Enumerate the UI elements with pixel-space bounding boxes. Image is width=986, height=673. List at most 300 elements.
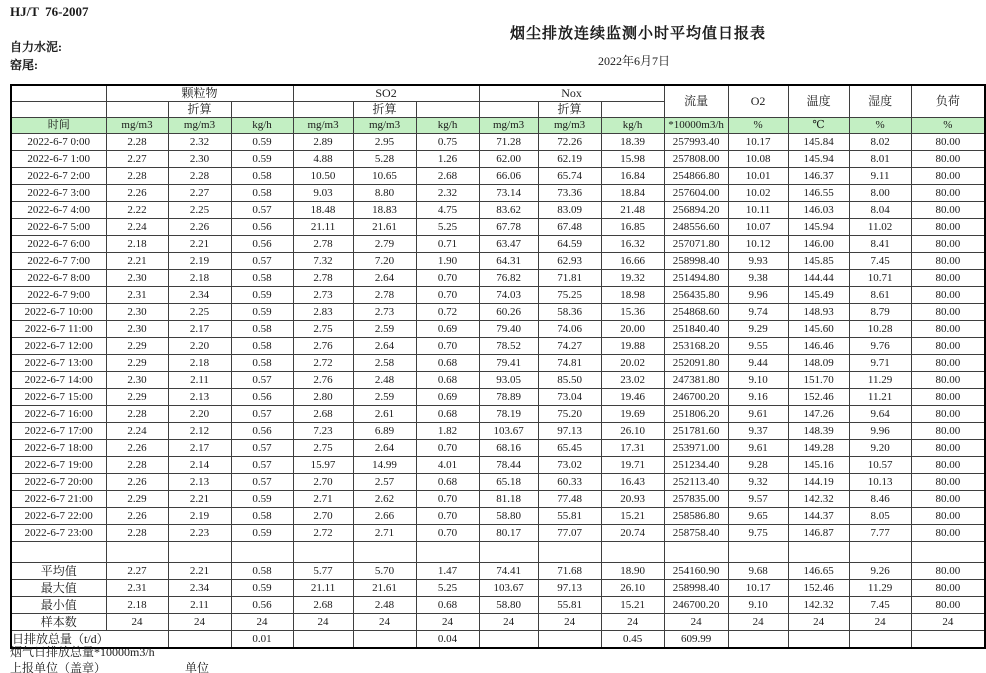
value-cell: 257993.40 bbox=[664, 134, 728, 151]
value-cell: 24 bbox=[788, 614, 849, 631]
value-cell: 75.20 bbox=[538, 406, 601, 423]
value-cell: 0.57 bbox=[231, 474, 293, 491]
value-cell: 9.10 bbox=[728, 372, 788, 389]
value-cell: 10.71 bbox=[849, 270, 911, 287]
value-cell: 9.96 bbox=[849, 423, 911, 440]
value-cell: 2.20 bbox=[168, 338, 231, 355]
value-cell: 80.00 bbox=[911, 372, 985, 389]
value-cell: 60.33 bbox=[538, 474, 601, 491]
value-cell: 19.71 bbox=[601, 457, 664, 474]
value-cell: 2.72 bbox=[293, 355, 353, 372]
value-cell: 2.80 bbox=[293, 389, 353, 406]
value-cell: 251806.20 bbox=[664, 406, 728, 423]
value-cell: 10.13 bbox=[849, 474, 911, 491]
value-cell: 8.80 bbox=[353, 185, 416, 202]
empty-cell bbox=[601, 542, 664, 563]
value-cell: 2.12 bbox=[168, 423, 231, 440]
value-cell: 78.89 bbox=[479, 389, 538, 406]
value-cell bbox=[479, 631, 538, 649]
value-cell: 146.37 bbox=[788, 168, 849, 185]
table-row bbox=[11, 304, 985, 321]
value-cell: 2.34 bbox=[168, 580, 231, 597]
value-cell: 2.78 bbox=[353, 287, 416, 304]
value-cell: 148.39 bbox=[788, 423, 849, 440]
value-cell: 71.68 bbox=[538, 563, 601, 580]
time-cell: 2022-6-7 15:00 bbox=[11, 389, 106, 406]
value-cell: 0.58 bbox=[231, 321, 293, 338]
value-cell: 64.31 bbox=[479, 253, 538, 270]
value-cell: 0.58 bbox=[231, 563, 293, 580]
table-row bbox=[11, 338, 985, 355]
summary-row bbox=[11, 580, 985, 597]
value-cell: 80.00 bbox=[911, 202, 985, 219]
value-cell: 1.90 bbox=[416, 253, 479, 270]
value-cell: 16.66 bbox=[601, 253, 664, 270]
value-cell: 16.32 bbox=[601, 236, 664, 253]
value-cell: 0.58 bbox=[231, 270, 293, 287]
value-cell: 15.97 bbox=[293, 457, 353, 474]
value-cell: 74.81 bbox=[538, 355, 601, 372]
value-cell: 24 bbox=[106, 614, 168, 631]
page-title: 烟尘排放连续监测小时平均值日报表 bbox=[509, 26, 766, 42]
value-cell: 247381.80 bbox=[664, 372, 728, 389]
location-label: 窑尾: bbox=[10, 58, 38, 72]
value-cell: 257808.00 bbox=[664, 151, 728, 168]
value-cell: 2.30 bbox=[106, 270, 168, 287]
value-cell: 76.82 bbox=[479, 270, 538, 287]
value-cell: 5.77 bbox=[293, 563, 353, 580]
empty-cell bbox=[293, 542, 353, 563]
value-cell: 2.21 bbox=[106, 253, 168, 270]
value-cell: 19.46 bbox=[601, 389, 664, 406]
value-cell: 75.25 bbox=[538, 287, 601, 304]
value-cell: 2.57 bbox=[353, 474, 416, 491]
value-cell: 80.00 bbox=[911, 134, 985, 151]
value-cell: 2.27 bbox=[168, 185, 231, 202]
table-row bbox=[11, 253, 985, 270]
value-cell: 7.23 bbox=[293, 423, 353, 440]
value-cell: 24 bbox=[416, 614, 479, 631]
company-label: 自力水泥: bbox=[10, 40, 62, 54]
value-cell: 62.19 bbox=[538, 151, 601, 168]
value-cell: 152.46 bbox=[788, 580, 849, 597]
value-cell: 8.02 bbox=[849, 134, 911, 151]
summary-label: 最大值 bbox=[11, 580, 106, 597]
time-cell: 2022-6-7 6:00 bbox=[11, 236, 106, 253]
value-cell: 80.00 bbox=[911, 563, 985, 580]
value-cell: 0.59 bbox=[231, 151, 293, 168]
value-cell: 80.00 bbox=[911, 389, 985, 406]
value-cell: 62.00 bbox=[479, 151, 538, 168]
value-cell: 0.69 bbox=[416, 321, 479, 338]
empty-cell bbox=[849, 542, 911, 563]
value-cell: 7.32 bbox=[293, 253, 353, 270]
table-row bbox=[11, 168, 985, 185]
standard-code: HJ/T 76-2007 bbox=[10, 4, 89, 19]
value-cell: 103.67 bbox=[479, 423, 538, 440]
value-cell: 8.61 bbox=[849, 287, 911, 304]
time-cell: 2022-6-7 16:00 bbox=[11, 406, 106, 423]
value-cell: 2.13 bbox=[168, 389, 231, 406]
value-cell: 9.74 bbox=[728, 304, 788, 321]
value-cell: 9.76 bbox=[849, 338, 911, 355]
value-cell: 9.61 bbox=[728, 440, 788, 457]
value-cell: 93.05 bbox=[479, 372, 538, 389]
table-row bbox=[11, 355, 985, 372]
value-cell: 80.00 bbox=[911, 474, 985, 491]
value-cell: 4.01 bbox=[416, 457, 479, 474]
value-cell: 145.94 bbox=[788, 219, 849, 236]
empty-cell bbox=[168, 542, 231, 563]
value-cell: 80.00 bbox=[911, 304, 985, 321]
header-empty-cell bbox=[11, 85, 106, 102]
value-cell: 2.61 bbox=[353, 406, 416, 423]
value-cell: 146.46 bbox=[788, 338, 849, 355]
value-cell: 7.77 bbox=[849, 525, 911, 542]
table-row bbox=[11, 219, 985, 236]
value-cell: 17.31 bbox=[601, 440, 664, 457]
value-cell: 2.26 bbox=[106, 508, 168, 525]
value-cell: 19.88 bbox=[601, 338, 664, 355]
value-cell: 83.09 bbox=[538, 202, 601, 219]
value-cell: 251494.80 bbox=[664, 270, 728, 287]
value-cell: 0.68 bbox=[416, 597, 479, 614]
value-cell: 7.45 bbox=[849, 597, 911, 614]
value-cell: 80.00 bbox=[911, 525, 985, 542]
value-cell: 80.00 bbox=[911, 185, 985, 202]
value-cell: 67.78 bbox=[479, 219, 538, 236]
footer-unit-label: 单位 bbox=[185, 661, 210, 673]
time-cell: 2022-6-7 18:00 bbox=[11, 440, 106, 457]
daily-total-label: 日排放总量（t/d） bbox=[11, 631, 168, 649]
value-cell: 65.45 bbox=[538, 440, 601, 457]
header-empty-cell bbox=[231, 102, 293, 118]
value-cell: 2.76 bbox=[293, 338, 353, 355]
value-cell: 9.64 bbox=[849, 406, 911, 423]
value-cell: 246700.20 bbox=[664, 597, 728, 614]
value-cell: 58.80 bbox=[479, 508, 538, 525]
value-cell: 55.81 bbox=[538, 597, 601, 614]
value-cell: 2.48 bbox=[353, 372, 416, 389]
value-cell: 10.07 bbox=[728, 219, 788, 236]
value-cell: 80.00 bbox=[911, 321, 985, 338]
unit-cell: mg/m3 bbox=[293, 118, 353, 134]
value-cell: 60.26 bbox=[479, 304, 538, 321]
value-cell: 0.56 bbox=[231, 423, 293, 440]
value-cell: 1.26 bbox=[416, 151, 479, 168]
value-cell: 2.95 bbox=[353, 134, 416, 151]
value-cell: 11.29 bbox=[849, 580, 911, 597]
unit-cell: kg/h bbox=[231, 118, 293, 134]
table-row bbox=[11, 389, 985, 406]
value-cell: 9.68 bbox=[728, 563, 788, 580]
value-cell: 65.18 bbox=[479, 474, 538, 491]
value-cell: 18.48 bbox=[293, 202, 353, 219]
table-row bbox=[11, 508, 985, 525]
table-row bbox=[11, 321, 985, 338]
value-cell: 2.29 bbox=[106, 355, 168, 372]
value-cell: 67.48 bbox=[538, 219, 601, 236]
value-cell: 145.84 bbox=[788, 134, 849, 151]
value-cell: 77.07 bbox=[538, 525, 601, 542]
empty-cell bbox=[11, 542, 106, 563]
value-cell: 0.59 bbox=[231, 134, 293, 151]
value-cell: 66.06 bbox=[479, 168, 538, 185]
value-cell: 0.57 bbox=[231, 440, 293, 457]
value-cell: 0.57 bbox=[231, 406, 293, 423]
value-cell: 9.38 bbox=[728, 270, 788, 287]
header-empty-cell bbox=[11, 102, 106, 118]
value-cell: 2.71 bbox=[293, 491, 353, 508]
value-cell: 23.02 bbox=[601, 372, 664, 389]
value-cell: 9.44 bbox=[728, 355, 788, 372]
value-cell: 2.75 bbox=[293, 321, 353, 338]
value-cell: 2.64 bbox=[353, 338, 416, 355]
value-cell: 9.96 bbox=[728, 287, 788, 304]
value-cell: 251781.60 bbox=[664, 423, 728, 440]
empty-cell bbox=[664, 542, 728, 563]
value-cell: 251234.40 bbox=[664, 457, 728, 474]
value-cell: 148.93 bbox=[788, 304, 849, 321]
value-cell: 257835.00 bbox=[664, 491, 728, 508]
empty-cell bbox=[728, 542, 788, 563]
value-cell: 5.70 bbox=[353, 563, 416, 580]
value-cell: 24 bbox=[353, 614, 416, 631]
value-cell: 78.19 bbox=[479, 406, 538, 423]
value-cell: 2.73 bbox=[353, 304, 416, 321]
value-cell: 24 bbox=[168, 614, 231, 631]
value-cell: 0.70 bbox=[416, 287, 479, 304]
value-cell: 256894.20 bbox=[664, 202, 728, 219]
value-cell: 254868.60 bbox=[664, 304, 728, 321]
value-cell: 0.59 bbox=[231, 287, 293, 304]
value-cell: 0.56 bbox=[231, 236, 293, 253]
value-cell: 0.68 bbox=[416, 474, 479, 491]
value-cell: 80.00 bbox=[911, 219, 985, 236]
value-cell: 103.67 bbox=[479, 580, 538, 597]
unit-cell: kg/h bbox=[416, 118, 479, 134]
header-row-units bbox=[11, 118, 985, 134]
value-cell: 10.17 bbox=[728, 134, 788, 151]
empty-cell bbox=[231, 542, 293, 563]
value-cell: 2.18 bbox=[106, 236, 168, 253]
value-cell bbox=[293, 631, 353, 649]
value-cell: 79.40 bbox=[479, 321, 538, 338]
table-row bbox=[11, 406, 985, 423]
value-cell: 2.48 bbox=[353, 597, 416, 614]
header-empty-cell bbox=[416, 102, 479, 118]
footer-reporting-unit: 上报单位（盖章） bbox=[10, 661, 107, 673]
value-cell: 257604.00 bbox=[664, 185, 728, 202]
value-cell: 2.83 bbox=[293, 304, 353, 321]
value-cell: 55.81 bbox=[538, 508, 601, 525]
value-cell: 2.11 bbox=[168, 372, 231, 389]
value-cell: 0.72 bbox=[416, 304, 479, 321]
value-cell: 146.65 bbox=[788, 563, 849, 580]
value-cell: 10.02 bbox=[728, 185, 788, 202]
value-cell: 9.29 bbox=[728, 321, 788, 338]
value-cell: 0.75 bbox=[416, 134, 479, 151]
value-cell: 2.29 bbox=[106, 389, 168, 406]
value-cell: 254866.80 bbox=[664, 168, 728, 185]
value-cell: 258998.40 bbox=[664, 253, 728, 270]
table-row bbox=[11, 270, 985, 287]
value-cell: 2.30 bbox=[106, 372, 168, 389]
value-cell: 8.00 bbox=[849, 185, 911, 202]
value-cell: 2.32 bbox=[168, 134, 231, 151]
value-cell: 144.19 bbox=[788, 474, 849, 491]
group-so2: SO2 bbox=[293, 85, 479, 102]
value-cell: 2.30 bbox=[106, 304, 168, 321]
time-cell: 2022-6-7 17:00 bbox=[11, 423, 106, 440]
value-cell: 71.28 bbox=[479, 134, 538, 151]
time-cell: 2022-6-7 0:00 bbox=[11, 134, 106, 151]
value-cell: 0.56 bbox=[231, 219, 293, 236]
value-cell: 74.03 bbox=[479, 287, 538, 304]
value-cell: 78.44 bbox=[479, 457, 538, 474]
value-cell: 14.99 bbox=[353, 457, 416, 474]
value-cell: 2.18 bbox=[106, 597, 168, 614]
value-cell: 21.48 bbox=[601, 202, 664, 219]
unit-cell: mg/m3 bbox=[538, 118, 601, 134]
value-cell: 9.26 bbox=[849, 563, 911, 580]
value-cell: 20.02 bbox=[601, 355, 664, 372]
table-row bbox=[11, 185, 985, 202]
empty-cell bbox=[106, 542, 168, 563]
value-cell: 147.26 bbox=[788, 406, 849, 423]
value-cell: 2.19 bbox=[168, 253, 231, 270]
value-cell: 0.70 bbox=[416, 491, 479, 508]
value-cell: 258998.40 bbox=[664, 580, 728, 597]
value-cell: 81.18 bbox=[479, 491, 538, 508]
header-conv-nox: 折算 bbox=[538, 102, 601, 118]
value-cell bbox=[538, 631, 601, 649]
value-cell: 2.25 bbox=[168, 202, 231, 219]
value-cell: 9.10 bbox=[728, 597, 788, 614]
value-cell: 6.89 bbox=[353, 423, 416, 440]
value-cell: 74.06 bbox=[538, 321, 601, 338]
header-conv-so2: 折算 bbox=[353, 102, 416, 118]
value-cell bbox=[168, 631, 231, 649]
value-cell: 2.28 bbox=[106, 134, 168, 151]
value-cell: 152.46 bbox=[788, 389, 849, 406]
value-cell: 15.98 bbox=[601, 151, 664, 168]
value-cell: 2.28 bbox=[106, 457, 168, 474]
value-cell: 10.65 bbox=[353, 168, 416, 185]
value-cell: 11.21 bbox=[849, 389, 911, 406]
value-cell: 2.64 bbox=[353, 440, 416, 457]
value-cell: 2.72 bbox=[293, 525, 353, 542]
value-cell: 26.10 bbox=[601, 423, 664, 440]
time-cell: 2022-6-7 8:00 bbox=[11, 270, 106, 287]
table-row bbox=[11, 236, 985, 253]
value-cell: 5.28 bbox=[353, 151, 416, 168]
value-cell: 2.30 bbox=[168, 151, 231, 168]
value-cell: 2.26 bbox=[106, 440, 168, 457]
unit-cell: kg/h bbox=[601, 118, 664, 134]
value-cell: 4.88 bbox=[293, 151, 353, 168]
time-cell: 2022-6-7 23:00 bbox=[11, 525, 106, 542]
empty-cell bbox=[538, 542, 601, 563]
value-cell: 10.08 bbox=[728, 151, 788, 168]
value-cell: 62.93 bbox=[538, 253, 601, 270]
value-cell: 5.25 bbox=[416, 580, 479, 597]
value-cell: 80.00 bbox=[911, 253, 985, 270]
value-cell: 145.60 bbox=[788, 321, 849, 338]
value-cell: 80.00 bbox=[911, 491, 985, 508]
value-cell: 2.75 bbox=[293, 440, 353, 457]
value-cell: 15.21 bbox=[601, 508, 664, 525]
value-cell: 2.62 bbox=[353, 491, 416, 508]
value-cell: 2.78 bbox=[293, 236, 353, 253]
value-cell: 2.24 bbox=[106, 219, 168, 236]
value-cell: 2.68 bbox=[416, 168, 479, 185]
value-cell: 63.47 bbox=[479, 236, 538, 253]
summary-row bbox=[11, 563, 985, 580]
value-cell: 2.14 bbox=[168, 457, 231, 474]
value-cell: 2.29 bbox=[106, 338, 168, 355]
value-cell: 20.93 bbox=[601, 491, 664, 508]
unit-cell: *10000m3/h bbox=[664, 118, 728, 134]
value-cell: 24 bbox=[911, 614, 985, 631]
blank-row bbox=[11, 542, 985, 563]
value-cell: 2.58 bbox=[353, 355, 416, 372]
time-cell: 2022-6-7 22:00 bbox=[11, 508, 106, 525]
value-cell: 68.16 bbox=[479, 440, 538, 457]
value-cell: 2.28 bbox=[106, 406, 168, 423]
value-cell: 5.25 bbox=[416, 219, 479, 236]
value-cell bbox=[788, 631, 849, 649]
value-cell: 80.00 bbox=[911, 508, 985, 525]
value-cell: 11.02 bbox=[849, 219, 911, 236]
value-cell: 9.57 bbox=[728, 491, 788, 508]
time-cell: 2022-6-7 10:00 bbox=[11, 304, 106, 321]
empty-cell bbox=[911, 542, 985, 563]
value-cell: 142.32 bbox=[788, 597, 849, 614]
value-cell: 2.31 bbox=[106, 287, 168, 304]
value-cell: 58.36 bbox=[538, 304, 601, 321]
value-cell: 0.68 bbox=[416, 406, 479, 423]
table-row bbox=[11, 474, 985, 491]
value-cell: 2.70 bbox=[293, 474, 353, 491]
header-empty-cell bbox=[601, 102, 664, 118]
value-cell: 9.55 bbox=[728, 338, 788, 355]
value-cell: 21.61 bbox=[353, 219, 416, 236]
value-cell: 0.69 bbox=[416, 389, 479, 406]
value-cell: 2.20 bbox=[168, 406, 231, 423]
header-flow: 流量 bbox=[664, 85, 728, 118]
value-cell: 73.14 bbox=[479, 185, 538, 202]
value-cell: 2.28 bbox=[168, 168, 231, 185]
value-cell: 9.32 bbox=[728, 474, 788, 491]
time-cell: 2022-6-7 19:00 bbox=[11, 457, 106, 474]
value-cell: 21.11 bbox=[293, 219, 353, 236]
table-row bbox=[11, 134, 985, 151]
value-cell: 246700.20 bbox=[664, 389, 728, 406]
value-cell: 145.49 bbox=[788, 287, 849, 304]
value-cell: 9.16 bbox=[728, 389, 788, 406]
header-row-groups bbox=[11, 85, 985, 102]
value-cell: 0.58 bbox=[231, 338, 293, 355]
value-cell: 9.75 bbox=[728, 525, 788, 542]
time-cell: 2022-6-7 9:00 bbox=[11, 287, 106, 304]
value-cell: 10.28 bbox=[849, 321, 911, 338]
value-cell: 8.01 bbox=[849, 151, 911, 168]
value-cell: 80.00 bbox=[911, 151, 985, 168]
value-cell: 2.25 bbox=[168, 304, 231, 321]
value-cell: 80.00 bbox=[911, 270, 985, 287]
value-cell: 16.43 bbox=[601, 474, 664, 491]
